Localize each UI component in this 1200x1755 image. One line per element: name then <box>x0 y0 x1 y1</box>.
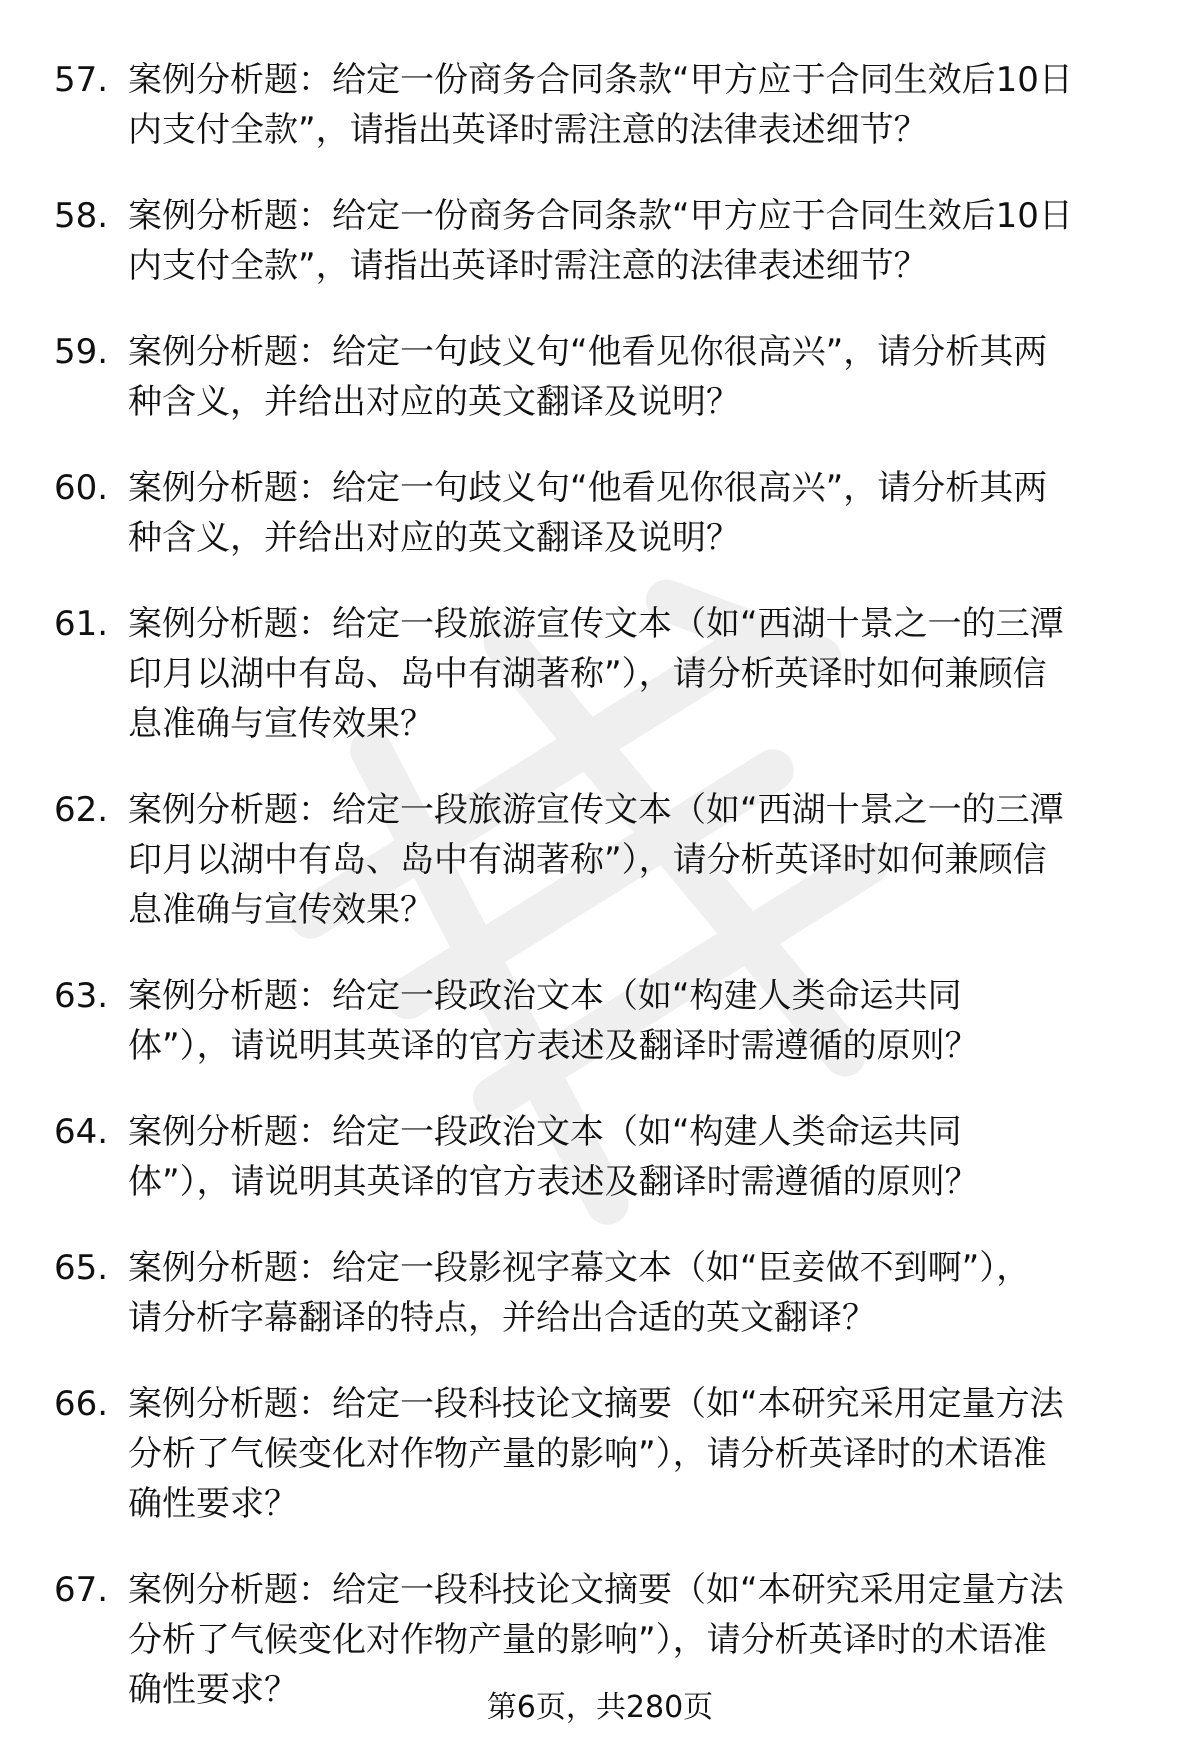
page-number-footer: 第6页，共280页 <box>486 1690 714 1725</box>
question-item-58 <box>54 191 1154 291</box>
question-text: 案例分析题：给定一份商务合同条款“甲方应于合同生效后10日 内支付全款”，请指出英译时需注意的法律表述细节？ <box>128 60 1073 150</box>
question-text: 案例分析题：给定一段旅游宣传文本（如“西湖十景之一的三潭 印月以湖中有岛、岛中有湖著称”），请分析英译时如何兼顾信 息准确与宣传效果？ <box>128 790 1064 930</box>
question-number: 57. <box>54 60 109 100</box>
question-text: 案例分析题：给定一段政治文本（如“构建人类命运共同 体”），请说明其英译的官方表述及翻译时需遵循的原则？ <box>128 976 979 1066</box>
question-item-62 <box>54 785 1154 935</box>
question-number: 61. <box>54 604 109 644</box>
question-item-61 <box>54 599 1154 749</box>
question-text: 案例分析题：给定一份商务合同条款“甲方应于合同生效后10日 内支付全款”，请指出英译时需注意的法律表述细节？ <box>128 196 1073 286</box>
question-text: 案例分析题：给定一段旅游宣传文本（如“西湖十景之一的三潭 印月以湖中有岛、岛中有湖著称”），请分析英译时如何兼顾信 息准确与宣传效果？ <box>128 604 1064 744</box>
question-number: 58. <box>54 196 109 236</box>
question-item-60 <box>54 463 1154 563</box>
question-number: 60. <box>54 468 109 508</box>
question-text: 案例分析题：给定一段科技论文摘要（如“本研究采用定量方法 分析了气候变化对作物产量的影响”），请分析英译时的术语准 确性要求？ <box>128 1570 1064 1710</box>
question-list <box>54 55 1154 1751</box>
question-number: 67. <box>54 1570 109 1610</box>
question-item-57 <box>54 55 1154 155</box>
question-item-59 <box>54 327 1154 427</box>
question-item-64 <box>54 1107 1154 1207</box>
question-text: 案例分析题：给定一段科技论文摘要（如“本研究采用定量方法 分析了气候变化对作物产量的影响”），请分析英译时的术语准 确性要求？ <box>128 1384 1064 1524</box>
question-item-66 <box>54 1379 1154 1529</box>
question-number: 59. <box>54 332 109 372</box>
question-text: 案例分析题：给定一段政治文本（如“构建人类命运共同 体”），请说明其英译的官方表述及翻译时需遵循的原则？ <box>128 1112 979 1202</box>
question-text: 案例分析题：给定一句歧义句“他看见你很高兴”，请分析其两 种含义，并给出对应的英文翻译及说明？ <box>128 468 1048 558</box>
question-item-63 <box>54 971 1154 1071</box>
question-number: 63. <box>54 976 109 1016</box>
question-item-65 <box>54 1243 1154 1343</box>
question-text: 案例分析题：给定一段影视字幕文本（如“臣妾做不到啊”）， 请分析字幕翻译的特点，并给出合适的英文翻译？ <box>128 1248 1031 1338</box>
question-number: 62. <box>54 790 109 830</box>
question-number: 66. <box>54 1384 109 1424</box>
question-number: 65. <box>54 1248 109 1288</box>
question-text: 案例分析题：给定一句歧义句“他看见你很高兴”，请分析其两 种含义，并给出对应的英文翻译及说明？ <box>128 332 1048 422</box>
question-number: 64. <box>54 1112 109 1152</box>
